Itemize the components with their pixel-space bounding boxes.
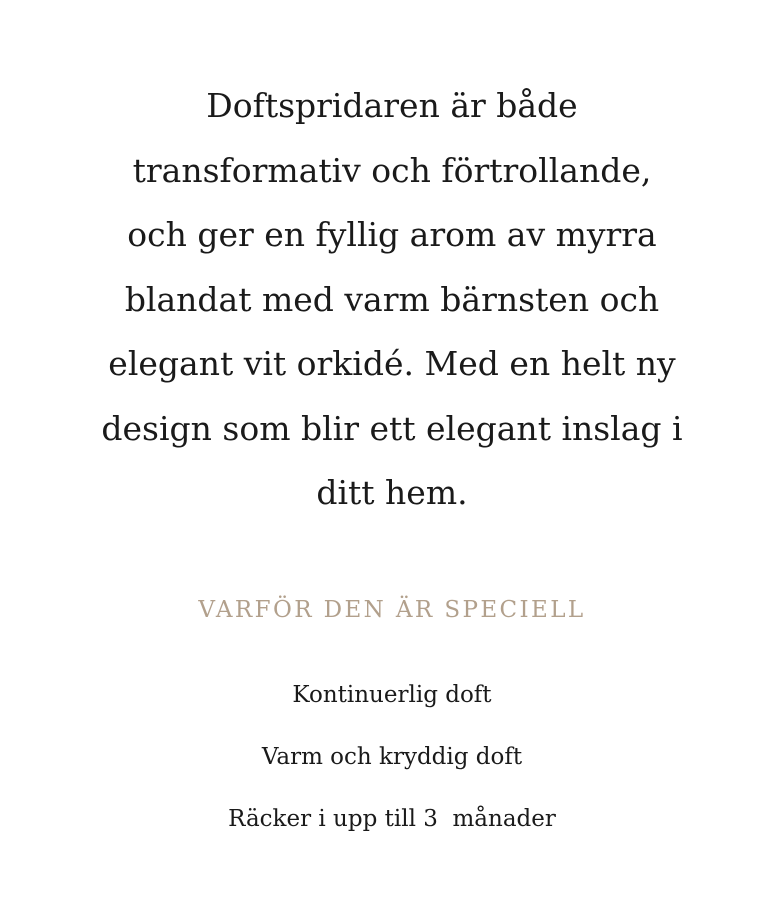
description-line: och ger en fyllig arom av myrra	[127, 215, 657, 254]
feature-item: Varm och kryddig doft	[261, 744, 523, 770]
description-line: design som blir ett elegant inslag i	[101, 408, 683, 448]
feature-list	[100, 664, 684, 850]
feature-item: Kontinuerlig doft	[292, 682, 492, 708]
description-line: transformativ och förtrollande,	[132, 150, 652, 190]
section-heading: VARFÖR DEN ÄR SPECIELL	[198, 597, 586, 623]
description-line: ditt hem.	[316, 473, 468, 512]
description-line: blandat med varm bärnsten och	[124, 279, 660, 319]
feature-item: Räcker i upp till 3 månader	[228, 806, 556, 832]
description-line: Doftspridaren är både	[206, 86, 578, 125]
product-description	[80, 74, 704, 526]
description-line: elegant vit orkidé. Med en helt ny	[108, 344, 676, 383]
